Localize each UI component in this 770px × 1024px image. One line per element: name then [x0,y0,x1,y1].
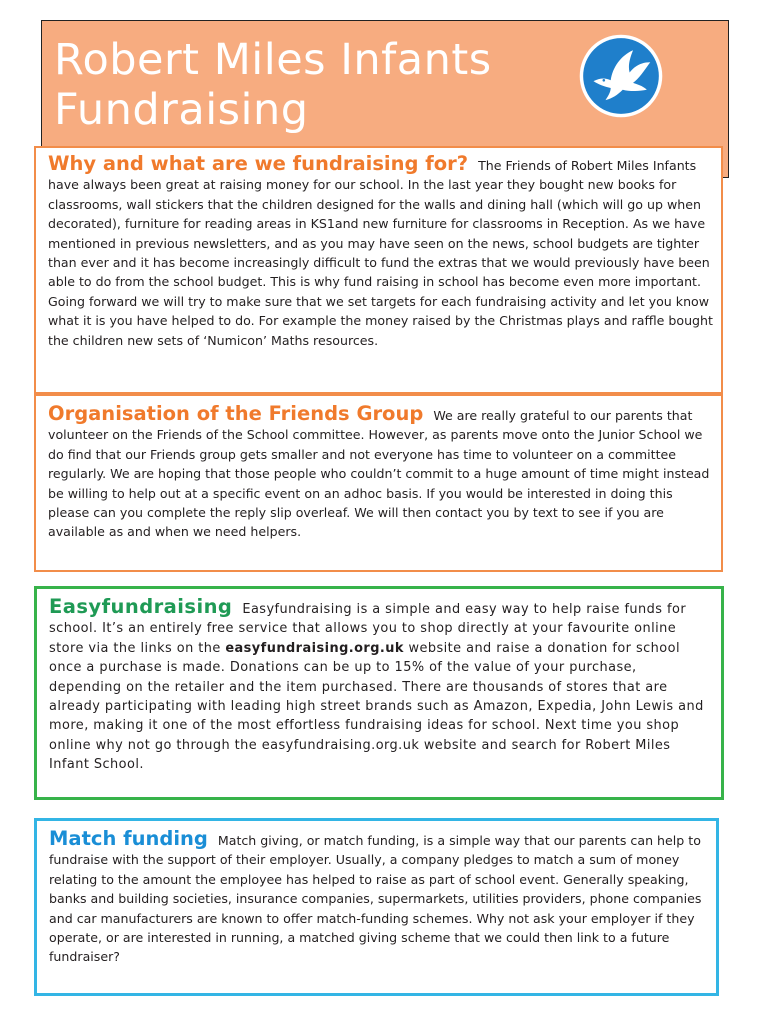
title-line-2: Fundraising [54,85,309,135]
easy-body-before: Easyfundraising is a simple and easy way to help raise funds for school. It’s an entirely free service that allows you to shop directly at your favourite online store via the links on the [49,602,687,656]
dove-icon [578,33,664,119]
match-funding-section [34,818,719,996]
easy-heading: Easyfundraising [49,595,233,618]
organisation-body: We are really grateful to our parents that volunteer on the Friends of the School committee. However, as parents move onto the Junior School we do find that our Friends group gets smaller and not everyone has time to volunteer on a committee regularly. We are hoping that those people who couldn’t commit to a huge amount of time might instead be willing to help out at a specific event on an adhoc basis. If you would be interested in doing this please can you complete the reply slip overleaf. We will then contact you by text to see if you are available as and when we need helpers. [48,408,710,540]
page-title [54,35,492,135]
match-heading: Match funding [49,827,208,850]
why-heading: Why and what are we fundraising for? [48,152,469,175]
easyfundraising-link[interactable]: easyfundraising.org.uk [225,640,404,656]
organisation-section [34,394,723,572]
match-body: Match giving, or match funding, is a simple way that our parents can help to fundraise with the support of their employer. Usually, a company pledges to match a sum of money relating to the amount the employee has helped to raise as part of school event. Generally speaking, banks and building societies, insurance companies, supermarkets, utilities providers, phone companies and car manufacturers are known to offer match-funding schemes. Why not ask your employer if they operate, or are interested in running, a matched giving scheme that we could then link to a future fundraiser? [49,833,702,965]
why-fundraising-section [34,146,723,394]
easyfundraising-section [34,586,724,800]
why-body: The Friends of Robert Miles Infants have always been great at raising money for our school. In the last year they bought new books for classrooms, wall stickers that the children designed for the walls and dining hall (which will go up when decorated), furniture for reading areas in KS1and new furniture for classrooms in Reception. As we have mentioned in previous newsletters, and as you may have seen on the news, school budgets are tighter than ever and it has become increasingly difficult to fund the extras that we would previously have been able to do from the school budget. This is why fund raising in school has become even more important. Going forward we will try to make sure that we set targets for each fundraising activity and let you know what it is you have helped to do. For example the money raised by the Christmas plays and raffle bought the children new sets of ‘Numicon’ Maths resources. [48,158,713,348]
title-line-1: Robert Miles Infants [54,35,492,85]
organisation-heading: Organisation of the Friends Group [48,402,424,425]
easy-body-after: website and raise a donation for school once a purchase is made. Donations can be up to 15% of the value of your purchase, depending on the retailer and the item purchased. There are thousands of stores that are already participating with leading high street brands such as Amazon, Expedia, John Lewis and more, making it one of the most effortless fundraising ideas for school. Next time you shop online why not go through the easyfundraising.org.uk website and search for Robert Miles Infant School. [49,640,704,773]
